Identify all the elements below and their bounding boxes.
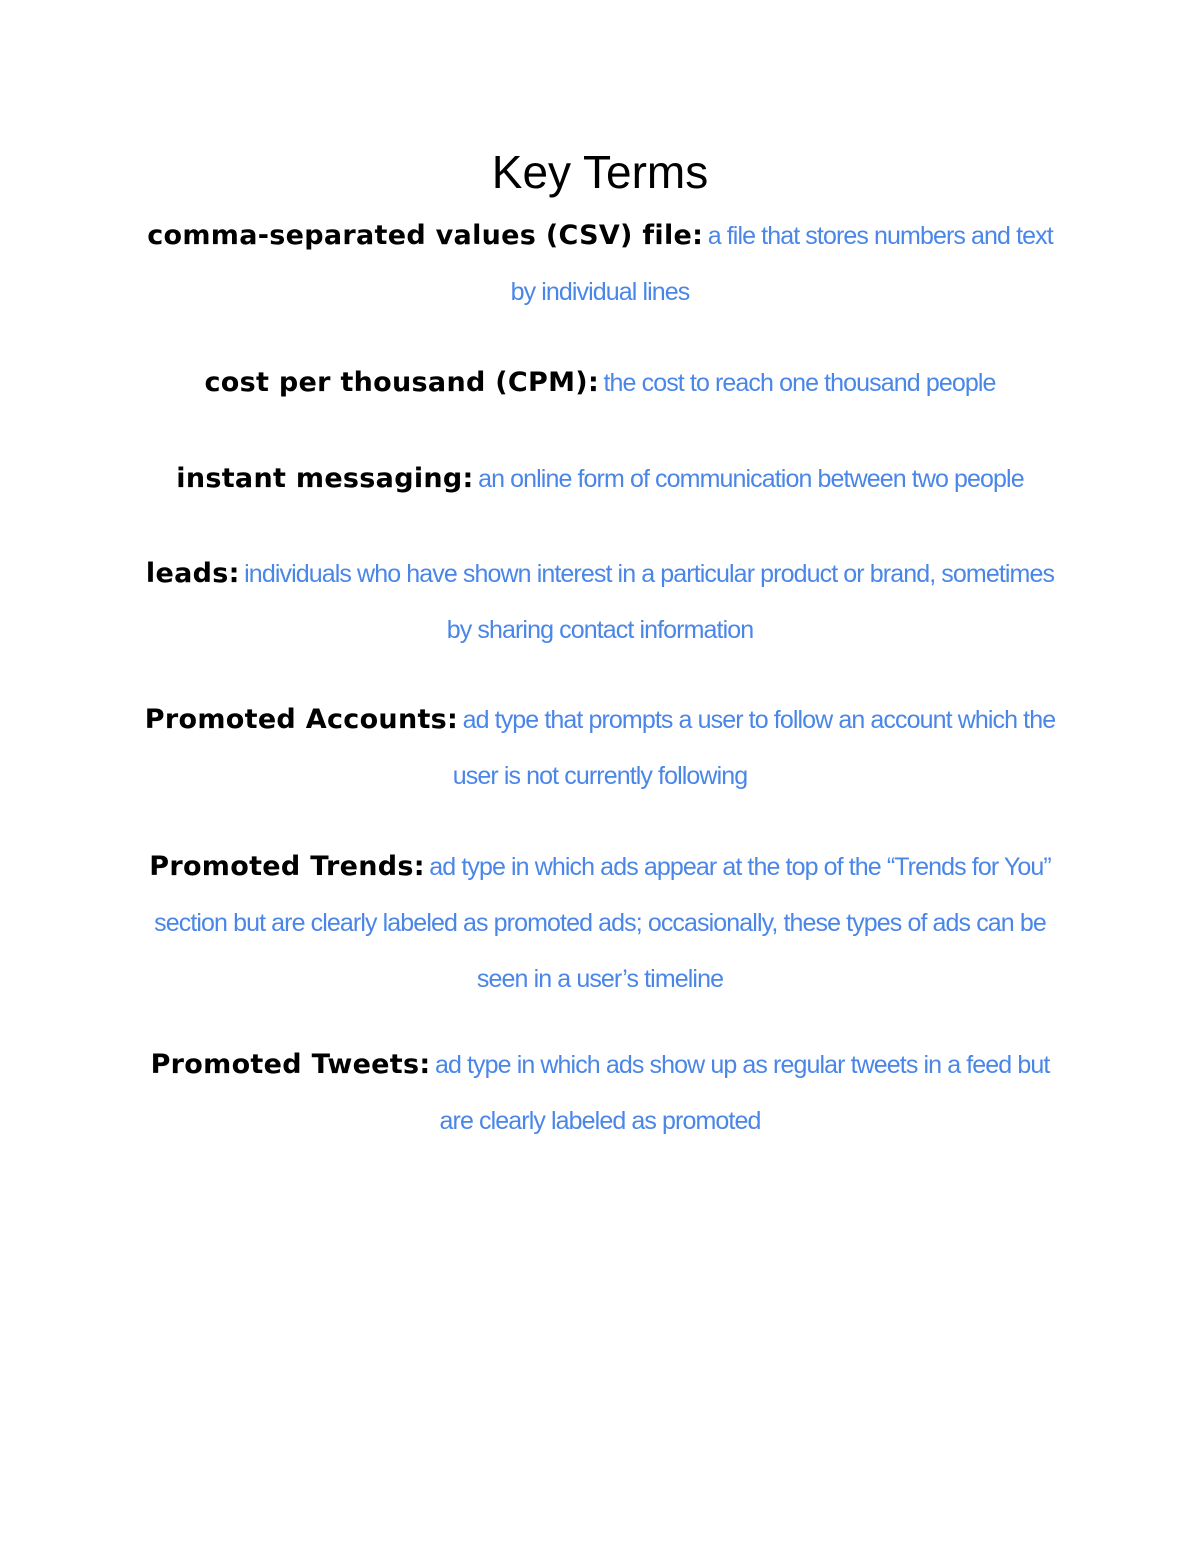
term-definition: a file that stores numbers and text by individual lines: [510, 222, 1053, 306]
term-entry-promoted-accounts: [140, 694, 1060, 806]
term-definition: individuals who have shown interest in a particular product or brand, sometimes by sharing contact information: [244, 560, 1055, 644]
term-label: instant messaging:: [176, 463, 474, 494]
term-label: leads:: [145, 558, 240, 589]
term-definition: an online form of communication between two people: [478, 465, 1024, 493]
term-label: Promoted Tweets:: [150, 1049, 431, 1080]
term-entry-instant-messaging: [140, 453, 1060, 509]
term-label: comma-separated values (CSV) file:: [147, 220, 704, 251]
page-title: Key Terms: [491, 146, 709, 198]
term-definition: ad type in which ads appear at the top of the “Trends for You” section but are clearly labeled as promoted ads; occasionally, these types of ads can be seen in a user’s timeline: [154, 853, 1051, 993]
term-label: cost per thousand (CPM):: [204, 367, 600, 398]
term-entry-csv: [140, 210, 1060, 322]
term-entry-leads: [140, 548, 1060, 660]
term-definition: the cost to reach one thousand people: [603, 369, 996, 397]
term-label: Promoted Accounts:: [144, 704, 459, 735]
term-definition: ad type in which ads show up as regular tweets in a feed but are clearly labeled as promoted: [434, 1051, 1050, 1135]
term-label: Promoted Trends:: [149, 851, 425, 882]
term-entry-promoted-trends: [140, 841, 1060, 1009]
term-definition: ad type that prompts a user to follow an account which the user is not currently following: [452, 706, 1056, 790]
term-entry-cpm: [140, 357, 1060, 413]
term-entry-promoted-tweets: [140, 1039, 1060, 1151]
